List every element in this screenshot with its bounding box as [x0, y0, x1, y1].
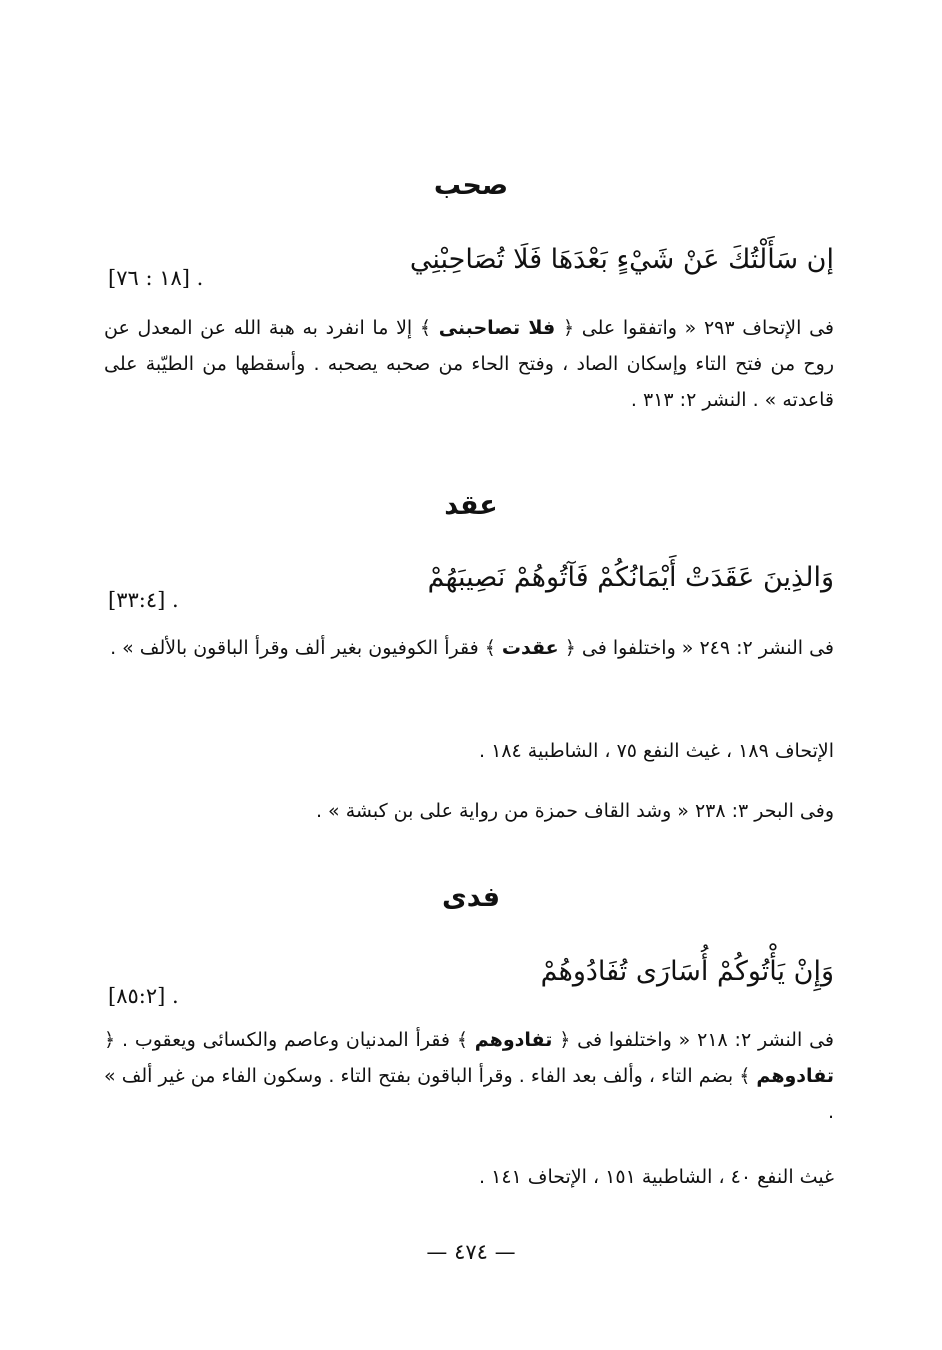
highlighted-word: عقدت	[501, 637, 559, 659]
highlighted-word: فلا تصاحبنى	[438, 317, 556, 339]
quran-verse: وَإِنْ يَأْتُوكُمْ أُسَارَى تُفَادُوهُمْ	[540, 956, 834, 987]
quran-verse: إن سَأَلْتُكَ عَنْ شَيْءٍ بَعْدَهَا فَلَا تُصَاحِبْنِي	[409, 244, 834, 275]
paragraph-text: ﴾ إلا ما انفرد به هبة الله عن المعدل عن روح من فتح التاء وإسكان الصاد ، وفتح الحاء من صحبه يصحبه . وأسقطها من الطيّبة على قاعدته » . النشر ٢: ٣١٣ .	[104, 317, 834, 411]
quran-verse: وَالذِينَ عَقَدَتْ أَيْمَانُكُمْ فَآتُوهُمْ نَصِيبَهُمْ	[427, 562, 834, 593]
highlighted-word: تفادوهم	[756, 1065, 834, 1087]
sources-line: وفى البحر ٣: ٢٣٨ « وشد القاف حمزة من رواية على بن كبشة » .	[315, 800, 834, 822]
verse-reference: . [١٨ : ٧٦]	[108, 266, 204, 290]
commentary-paragraph	[104, 630, 834, 666]
verse-reference: . [٣٣:٤]	[108, 588, 179, 612]
sources-line: غيث النفع ٤٠ ، الشاطبية ١٥١ ، الإتحاف ١٤١ .	[479, 1166, 834, 1188]
sources-line: الإتحاف ١٨٩ ، غيث النفع ٧٥ ، الشاطبية ١٨٤ .	[479, 740, 834, 762]
section-heading-sahb: صحب	[433, 170, 509, 201]
paragraph-text: ﴾ بضم التاء ، وألف بعد الفاء . وقرأ الباقون بفتح التاء . وسكون الفاء من غير ألف » .	[104, 1065, 834, 1123]
paragraph-text: فى الإتحاف ٢٩٣ « واتفقوا على ﴿	[562, 317, 834, 339]
section-heading-aqd: عقد	[444, 490, 498, 521]
paragraph-text: فى النشر ٢: ٢١٨ « واختلفوا فى ﴿	[559, 1029, 834, 1051]
paragraph-text: ﴾ فقرأ الكوفيون بغير ألف وقرأ الباقون بالألف » .	[110, 637, 496, 659]
commentary-paragraph	[104, 310, 834, 418]
page-number: — ٤٧٤ —	[426, 1240, 516, 1264]
section-heading-fada: فدى	[441, 882, 501, 913]
commentary-paragraph	[104, 1022, 834, 1130]
paragraph-text: فى النشر ٢: ٢٤٩ « واختلفوا فى ﴿	[564, 637, 834, 659]
paragraph-text: ﴾ فقرأ المدنيان وعاصم والكسائى ويعقوب . ﴿	[104, 1029, 468, 1051]
highlighted-word: تفادوهم	[474, 1029, 553, 1051]
verse-reference: . [٨٥:٢]	[108, 984, 179, 1008]
